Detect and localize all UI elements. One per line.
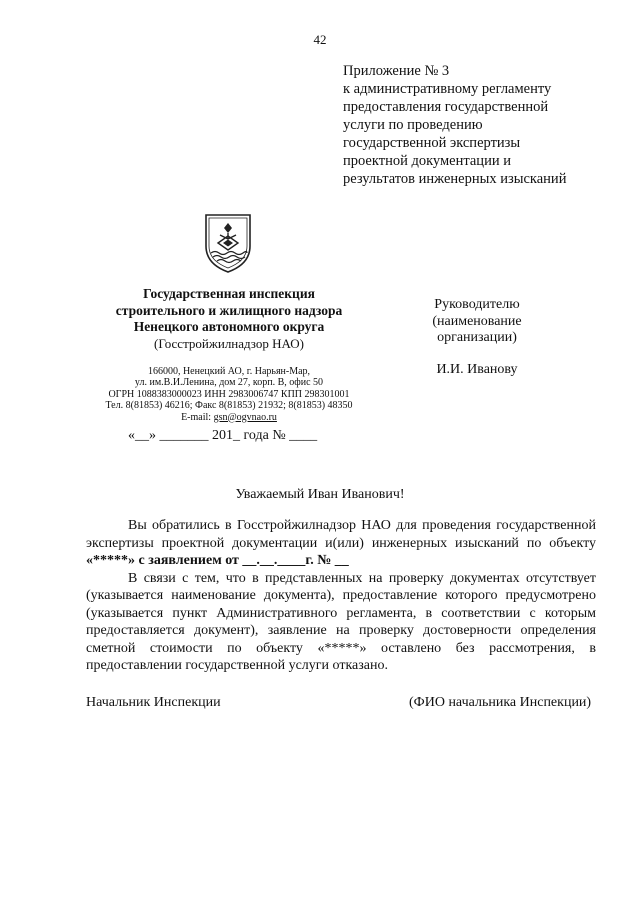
appendix-line: государственной экспертизы xyxy=(343,135,521,151)
paragraph-refusal: В связи с тем, что в представленных на проверку документах отсутствует (указывается наименование документа), предоставление которого предусмотрено (указывается пункт Административного регламента, в соответствии с которым предоставляется документ), заявление на проверку достоверности определения сметной стоимости по объекту «*****» оставлено без рассмотрения, в предоставлении государственной услуги отказано. xyxy=(86,570,596,673)
recipient-organization: (наименование организации) xyxy=(432,313,522,345)
signature-position: Начальник Инспекции xyxy=(86,695,221,710)
appendix-line: услуги по проведению xyxy=(343,117,483,133)
organization-name-line: Государственная инспекция xyxy=(143,286,315,301)
application-reference: «*****» с заявлением от __.__.____г. № __ xyxy=(86,553,349,568)
appendix-line: проектной документации и xyxy=(343,153,511,169)
paragraph-request-text: Вы обратились в Госстройжилнадзор НАО для проведения государственной экспертизы проектной документации и(или) инженерных изысканий по объекту xyxy=(86,518,596,551)
appendix-line: Приложение № 3 xyxy=(343,63,450,79)
address-line: 166000, Ненецкий АО, г. Нарьян-Мар, xyxy=(147,365,311,377)
organization-address xyxy=(84,366,374,424)
organization-name-line: Ненецкого автономного округа xyxy=(133,319,325,334)
signature-name: (ФИО начальника Инспекции) xyxy=(409,695,592,710)
organization-block xyxy=(84,286,374,423)
organization-name-line: строительного и жилищного надзора xyxy=(115,302,343,318)
letter-body xyxy=(86,517,596,675)
appendix-line: результатов инженерных изысканий xyxy=(343,171,567,187)
recipient-block xyxy=(392,297,562,378)
paragraph-request xyxy=(86,517,596,570)
email-line xyxy=(84,412,374,424)
recipient-name: И.И. Иванову xyxy=(436,361,518,377)
appendix-line: к административному регламенту xyxy=(343,81,552,97)
coat-of-arms-icon xyxy=(203,212,253,274)
date-number-line: «__» _______ 201_ года № ____ xyxy=(128,428,318,443)
email-link[interactable]: gsn@ogvnao.ru xyxy=(213,411,277,423)
email-label: E-mail: xyxy=(181,411,214,423)
appendix-line: предоставления государственной xyxy=(343,99,549,115)
appendix-header xyxy=(343,62,566,188)
page-number: 42 xyxy=(313,32,327,47)
organization-abbreviation: (Госстройжилнадзор НАО) xyxy=(154,335,304,351)
address-line: Тел. 8(81853) 46216; Факс 8(81853) 21932; 8(81853) 48350 xyxy=(105,400,353,411)
address-line: ул. им.В.И.Ленина, дом 27, корп. В, офис 50 xyxy=(134,377,324,388)
recipient-title: Руководителю xyxy=(434,297,520,312)
address-line: ОГРН 1088383000023 ИНН 2983006747 КПП 298301001 xyxy=(108,388,350,400)
greeting: Уважаемый Иван Иванович! xyxy=(235,487,405,502)
